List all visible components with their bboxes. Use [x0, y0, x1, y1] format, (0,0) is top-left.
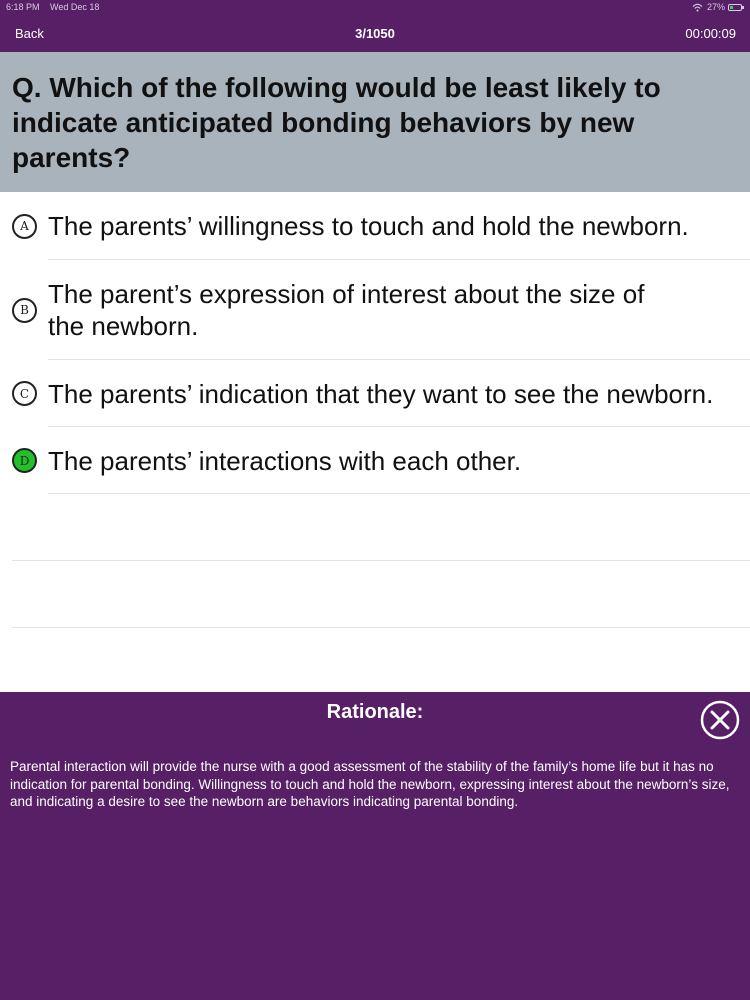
- answer-text-c: The parents’ indication that they want to see the newborn.: [48, 378, 714, 409]
- answer-option-b[interactable]: [0, 260, 750, 360]
- answer-text-b: The parent’s expression of interest about the size of the newborn.: [48, 279, 645, 341]
- status-time: 6:18 PM: [6, 2, 40, 12]
- back-button[interactable]: Back: [15, 26, 44, 41]
- top-bar: [0, 0, 750, 52]
- question-progress: 3/1050: [355, 26, 395, 41]
- letter-c-icon: C: [12, 381, 37, 406]
- answer-list: [0, 192, 750, 628]
- empty-row: [0, 561, 750, 628]
- question-text: Q. Which of the following would be least likely to indicate anticipated bonding behaviors by new parents?: [0, 52, 750, 192]
- close-icon[interactable]: [700, 700, 740, 740]
- letter-d-correct-icon: D: [12, 448, 37, 473]
- empty-row: [0, 494, 750, 561]
- rationale-panel: [0, 692, 750, 1000]
- letter-a-icon: A: [12, 214, 37, 239]
- status-bar-right: [692, 2, 742, 12]
- answer-option-a[interactable]: [0, 192, 750, 260]
- status-date: Wed Dec 18: [50, 2, 100, 12]
- battery-percent: 27%: [706, 2, 725, 12]
- status-bar-left: [6, 2, 99, 12]
- answer-text-d: The parents’ interactions with each other.: [48, 445, 522, 476]
- answer-option-c[interactable]: [0, 360, 750, 427]
- rationale-title: Rationale:: [326, 701, 424, 723]
- answer-option-d[interactable]: [0, 427, 750, 494]
- rationale-text: Parental interaction will provide the nurse with a good assessment of the stability of the family’s home life but it has no indication for parental bonding. Willingness to touch and hold the newborn, expressing interest about the newborn’s size, and indicating a desire to see the newborn are behaviors indicating parental bonding.: [10, 759, 730, 809]
- answer-text-a: The parents’ willingness to touch and hold the newborn.: [48, 211, 689, 241]
- wifi-icon: [692, 3, 703, 12]
- letter-b-icon: B: [12, 298, 37, 323]
- battery-icon: [728, 4, 742, 11]
- quiz-timer: 00:00:09: [685, 26, 736, 41]
